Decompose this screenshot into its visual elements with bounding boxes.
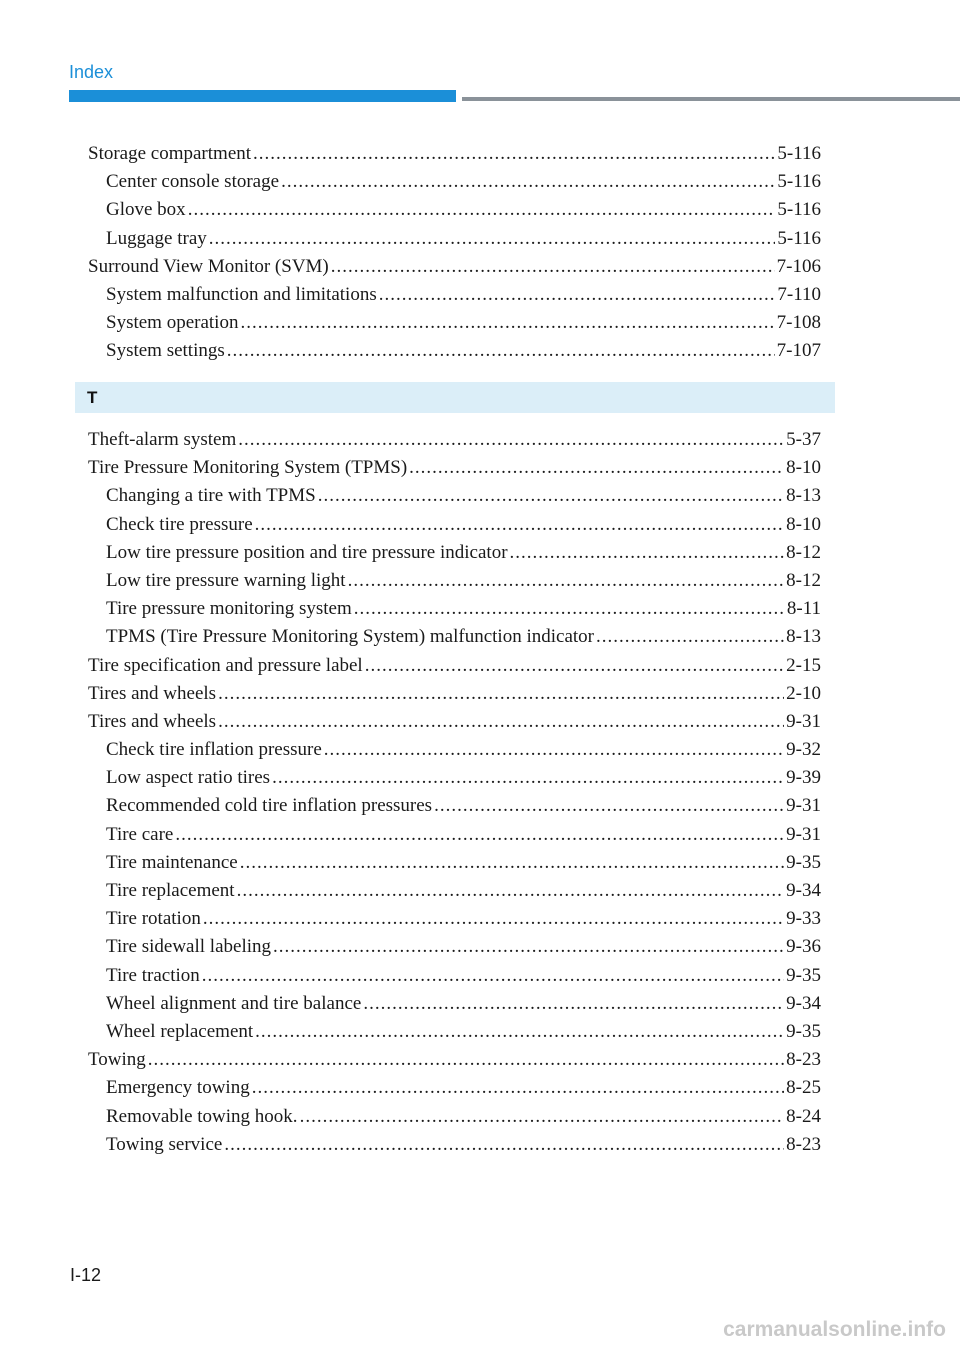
index-entry-text: Tire pressure monitoring system [106,598,352,620]
index-entry [88,454,821,482]
dot-leader [300,1103,785,1131]
dot-leader [331,253,775,281]
dot-leader [227,337,775,365]
index-entry-page: 9-34 [786,880,821,901]
index-entry [88,1131,821,1159]
index-entry-page: 9-35 [786,1020,821,1042]
index-entry [88,764,821,792]
index-entry-text: Tires and wheels [88,710,217,732]
index-entry-page: 9-34 [786,992,821,1014]
index-entry-page: 8-24 [786,1105,821,1127]
index-entry-page: 9-31 [786,710,821,732]
index-entry-page: 8-23 [786,1049,821,1071]
index-entry [88,990,821,1018]
index-entry [88,1074,821,1102]
dot-leader [324,736,784,764]
index-entry-page: 2-10 [786,682,821,704]
index-entry-text: Tires and wheels [88,682,217,704]
index-entry-text: System settings [106,340,225,362]
dot-leader [240,309,774,337]
index-entry-text: Low tire pressure warning light [106,569,346,591]
index-entry-page: 7-108 [776,312,821,334]
index-entry-text: System operation [106,312,239,334]
index-entry [88,253,821,281]
index-entry-page: 8-23 [786,1133,821,1155]
index-entry [88,140,821,168]
dot-leader [252,1074,784,1102]
index-entry [88,309,821,337]
dot-leader [209,225,776,253]
index-entry-text: Changing a tire with TPMS [106,485,316,507]
index-entry-text: Tire traction [106,964,200,986]
index-entry [88,736,821,764]
index-entry [88,821,821,849]
index-entry-text: Storage compartment [88,143,252,164]
index-entry-page: 9-33 [786,908,821,930]
index-entry-page: 9-35 [786,964,821,986]
index-entry [88,1018,821,1046]
header-rule [462,97,960,101]
dot-leader [238,426,784,454]
index-entry-text: Tire specification and pressure label [88,654,363,676]
dot-leader [224,1131,784,1159]
dot-leader [188,196,776,224]
watermark-text: carmanualsonline.info [723,1318,946,1341]
index-entry-page: 9-39 [786,767,821,789]
index-entry [88,708,821,736]
dot-leader [253,140,775,168]
page-header-title: Index [69,62,114,82]
index-entry-text: Luggage tray [106,227,207,249]
index-entry [88,652,821,680]
index-entry-page: 5-37 [786,429,821,450]
index-entry-text: Tire rotation [106,908,201,930]
index-entry-page: 9-32 [786,739,821,761]
index-entry-text: Low aspect ratio tires [106,767,271,789]
index-entry-text: Center console storage [106,171,280,193]
dot-leader [318,482,784,510]
index-entry-page: 2-15 [786,654,821,676]
index-list-bottom [88,426,821,1159]
index-entry [88,623,821,651]
index-entry [88,482,821,510]
index-entry-page: 8-11 [786,598,821,620]
dot-leader [596,623,784,651]
index-entry-text: Check tire inflation pressure [106,739,322,761]
dot-leader [348,567,785,595]
dot-leader [363,990,784,1018]
index-entry-page: 8-12 [786,569,821,591]
dot-leader [218,708,784,736]
index-entry-text: Tire care [106,823,174,845]
index-entry-text: Theft-alarm system [88,429,237,450]
index-entry [88,680,821,708]
dot-leader [379,281,776,309]
index-entry-page: 5-116 [777,199,821,221]
index-entry-text: Towing [88,1049,146,1071]
index-entry-text: Tire maintenance [106,851,238,873]
index-entry-text: Towing service [106,1133,223,1155]
header-accent-bar [69,90,456,102]
index-entry-text: Recommended cold tire inflation pressures [106,795,433,817]
index-entry-text: Emergency towing [106,1077,250,1099]
dot-leader [148,1046,784,1074]
dot-leader [510,539,785,567]
index-entry-text: Tire sidewall labeling [106,936,271,958]
index-entry-text: Tire replacement [106,880,235,901]
index-entry [88,905,821,933]
index-entry [88,539,821,567]
index-entry-page: 7-107 [776,340,821,362]
index-entry [88,792,821,820]
index-entry-text: Surround View Monitor (SVM) [88,255,329,277]
index-entry [88,1103,821,1131]
index-entry-text: System malfunction and limitations [106,283,377,305]
index-entry-text: Wheel alignment and tire balance [106,992,362,1014]
index-entry [88,337,821,365]
dot-leader [175,821,784,849]
section-letter-heading: T [75,382,835,413]
index-entry [88,511,821,539]
dot-leader [409,454,784,482]
index-entry-text: Glove box [106,199,186,221]
index-entry-text: TPMS (Tire Pressure Monitoring System) malfunction indicator [106,626,594,648]
dot-leader [203,905,784,933]
index-entry-page: 9-35 [786,851,821,873]
dot-leader [240,849,784,877]
index-entry-page: 8-12 [786,541,821,563]
index-entry [88,281,821,309]
dot-leader [272,764,784,792]
index-entry-page: 5-116 [777,171,821,193]
index-entry-page: 7-110 [777,283,821,305]
index-entry [88,567,821,595]
index-entry-page: 9-31 [786,823,821,845]
index-entry-page: 8-10 [786,457,821,479]
dot-leader [434,792,784,820]
index-entry-text: Low tire pressure position and tire pressure indicator [106,541,508,563]
index-entry-page: 9-31 [786,795,821,817]
index-entry-page: 9-36 [786,936,821,958]
dot-leader [255,1018,784,1046]
index-entry [88,168,821,196]
dot-leader [273,933,784,961]
index-entry [88,196,821,224]
index-entry-text: Removable towing hook. [106,1105,298,1127]
index-entry-page: 5-116 [777,227,821,249]
dot-leader [281,168,775,196]
index-entry-page: 5-116 [777,143,821,164]
index-entry-page: 7-106 [776,255,821,277]
page-number: I-12 [70,1265,102,1285]
dot-leader [365,652,784,680]
index-entry-page: 8-25 [786,1077,821,1099]
dot-leader [202,962,784,990]
index-entry [88,849,821,877]
index-entry [88,877,821,905]
index-entry-text: Tire Pressure Monitoring System (TPMS) [88,457,408,479]
dot-leader [218,680,784,708]
index-entry [88,962,821,990]
index-entry-page: 8-10 [786,513,821,535]
index-entry [88,1046,821,1074]
index-entry-page: 8-13 [786,626,821,648]
dot-leader [255,511,785,539]
index-entry-text: Check tire pressure [106,513,253,535]
index-entry [88,933,821,961]
index-entry-text: Wheel replacement [106,1020,254,1042]
index-entry-page: 8-13 [786,485,821,507]
dot-leader [237,877,785,905]
index-entry [88,595,821,623]
index-entry [88,426,821,454]
dot-leader [354,595,785,623]
index-list-top [88,140,821,366]
index-entry [88,225,821,253]
